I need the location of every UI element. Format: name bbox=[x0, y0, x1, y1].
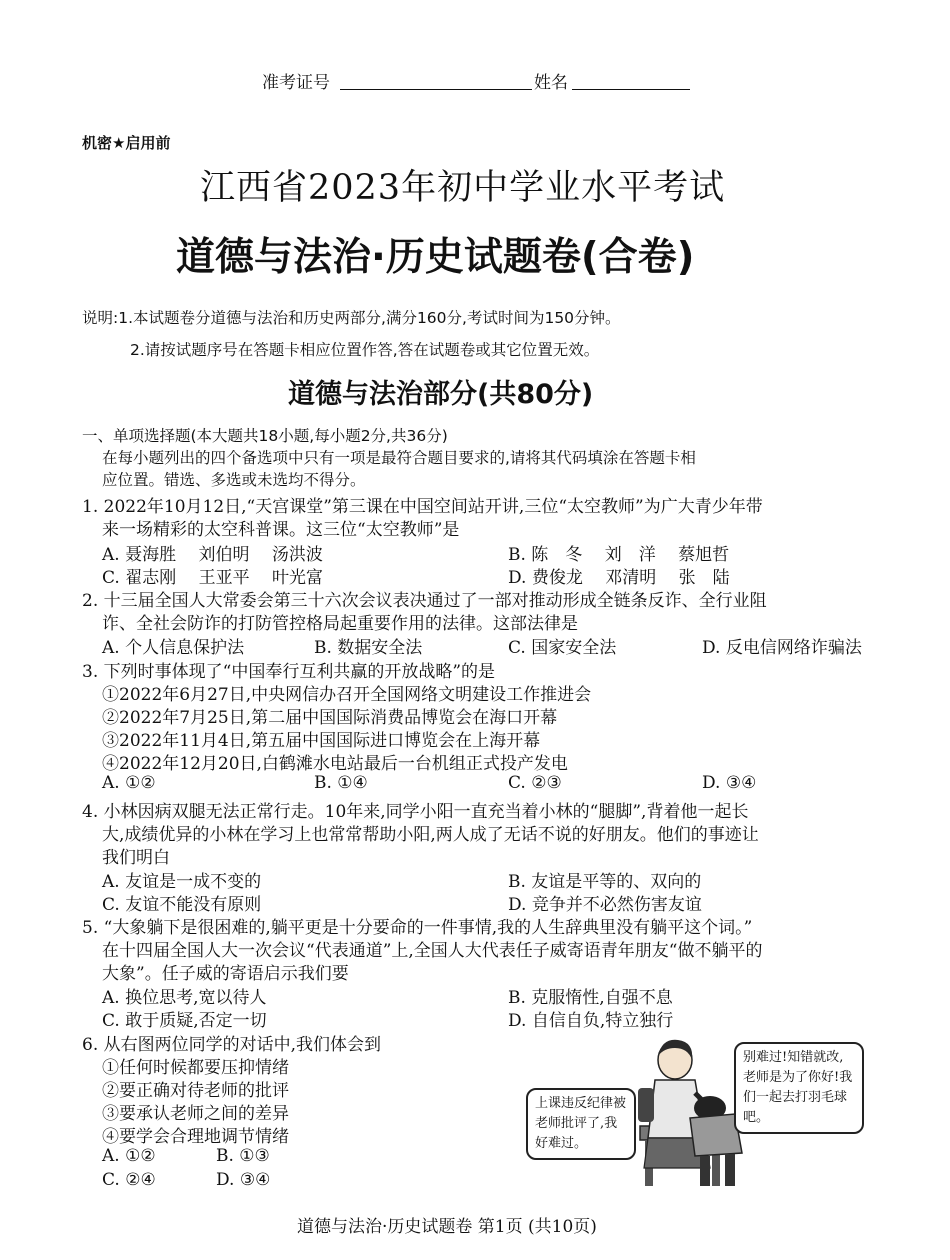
q1-option-c[interactable]: C. 翟志刚 王亚平 叶光富 bbox=[102, 568, 324, 588]
secret-label: 机密★启用前 bbox=[82, 134, 171, 152]
part-heading: 一、单项选择题(本大题共18小题,每小题2分,共36分) bbox=[82, 427, 448, 445]
q3-option-d[interactable]: D. ③④ bbox=[702, 773, 757, 793]
main-title: 江西省2023年初中学业水平考试 bbox=[200, 168, 726, 208]
q5-line2: 在十四届全国人大一次会议“代表通道”上,全国人大代表任子威寄语青年朋友“做不躺平的 bbox=[102, 941, 763, 961]
q2-option-a[interactable]: A. 个人信息保护法 bbox=[102, 638, 245, 658]
q6-option-c[interactable]: C. ②④ bbox=[102, 1170, 156, 1190]
name-label: 姓名 bbox=[534, 73, 568, 93]
q3-item-3: ③2022年11月4日,第五届中国国际进口博览会在上海开幕 bbox=[102, 731, 541, 751]
q5-option-b[interactable]: B. 克服惰性,自强不息 bbox=[508, 988, 673, 1008]
q3-item-1: ①2022年6月27日,中央网信办召开全国网络文明建设工作推进会 bbox=[102, 685, 592, 705]
instructions-line2: 2.请按试题序号在答题卡相应位置作答,答在试题卷或其它位置无效。 bbox=[130, 341, 600, 359]
speech-bubble-right: 别难过!知错就改,老师是为了你好!我们一起去打羽毛球吧。 bbox=[734, 1042, 864, 1134]
q4-line1: 4. 小林因病双腿无法正常行走。10年来,同学小阳一直充当着小林的“腿脚”,背着他一起长 bbox=[82, 802, 749, 822]
q2-option-d[interactable]: D. 反电信网络诈骗法 bbox=[702, 638, 862, 658]
q1-option-a[interactable]: A. 聂海胜 刘伯明 汤洪波 bbox=[102, 545, 323, 565]
q6-line1: 6. 从右图两位同学的对话中,我们体会到 bbox=[82, 1035, 382, 1055]
part-desc-1: 在每小题列出的四个备选项中只有一项是最符合题目要求的,请将其代码填涂在答题卡相 bbox=[102, 449, 696, 467]
part-desc-2: 应位置。错选、多选或未选均不得分。 bbox=[102, 471, 366, 489]
q6-item-2: ②要正确对待老师的批评 bbox=[102, 1081, 289, 1101]
q6-illustration bbox=[520, 1038, 880, 1186]
q6-item-3: ③要承认老师之间的差异 bbox=[102, 1104, 289, 1124]
q5-option-d[interactable]: D. 自信自负,特立独行 bbox=[508, 1011, 674, 1031]
q4-option-d[interactable]: D. 竞争并不必然伤害友谊 bbox=[508, 895, 702, 915]
q4-option-c[interactable]: C. 友谊不能没有原则 bbox=[102, 895, 262, 915]
q6-option-a[interactable]: A. ①② bbox=[102, 1146, 156, 1166]
q2-line2: 诈、全社会防诈的打防管控格局起重要作用的法律。这部法律是 bbox=[102, 614, 578, 634]
q3-line1: 3. 下列时事体现了“中国奉行互利共赢的开放战略”的是 bbox=[82, 662, 496, 682]
q1-option-b[interactable]: B. 陈 冬 刘 洋 蔡旭哲 bbox=[508, 545, 730, 565]
q1-line1: 1. 2022年10月12日,“天宫课堂”第三课在中国空间站开讲,三位“太空教师”为广大青少年带 bbox=[82, 497, 763, 517]
exam-id-label: 准考证号 bbox=[262, 73, 330, 93]
q6-option-d[interactable]: D. ③④ bbox=[216, 1170, 271, 1190]
q6-option-b[interactable]: B. ①③ bbox=[216, 1146, 270, 1166]
q3-item-2: ②2022年7月25日,第二届中国国际消费品博览会在海口开幕 bbox=[102, 708, 558, 728]
q5-option-a[interactable]: A. 换位思考,宽以待人 bbox=[102, 988, 267, 1008]
q3-option-a[interactable]: A. ①② bbox=[102, 773, 156, 793]
q3-option-b[interactable]: B. ①④ bbox=[314, 773, 368, 793]
q6-item-4: ④要学会合理地调节情绪 bbox=[102, 1127, 289, 1147]
q1-line2: 来一场精彩的太空科普课。这三位“太空教师”是 bbox=[102, 520, 460, 540]
q5-option-c[interactable]: C. 敢于质疑,否定一切 bbox=[102, 1011, 267, 1031]
q3-item-4: ④2022年12月20日,白鹤滩水电站最后一台机组正式投产发电 bbox=[102, 754, 568, 774]
q4-line2: 大,成绩优异的小林在学习上也常常帮助小阳,两人成了无话不说的好朋友。他们的事迹让 bbox=[102, 825, 759, 845]
sub-title: 道德与法治·历史试题卷(合卷) bbox=[176, 235, 695, 280]
instructions-line1: 说明:1.本试题卷分道德与法治和历史两部分,满分160分,考试时间为150分钟。 bbox=[82, 309, 621, 327]
name-field[interactable] bbox=[572, 89, 690, 90]
page-footer: 道德与法治·历史试题卷 第1页 (共10页) bbox=[297, 1217, 597, 1237]
speech-bubble-left: 上课违反纪律被老师批评了,我好难过。 bbox=[526, 1088, 636, 1160]
q2-line1: 2. 十三届全国人大常委会第三十六次会议表决通过了一部对推动形成全链条反诈、全行业阻 bbox=[82, 591, 767, 611]
q5-line3: 大象”。任子威的寄语启示我们要 bbox=[102, 964, 349, 984]
q6-item-1: ①任何时候都要压抑情绪 bbox=[102, 1058, 289, 1078]
q2-option-b[interactable]: B. 数据安全法 bbox=[314, 638, 423, 658]
q4-line3: 我们明白 bbox=[102, 848, 170, 868]
q3-option-c[interactable]: C. ②③ bbox=[508, 773, 562, 793]
q1-option-d[interactable]: D. 费俊龙 邓清明 张 陆 bbox=[508, 568, 730, 588]
q4-option-a[interactable]: A. 友谊是一成不变的 bbox=[102, 872, 262, 892]
q2-option-c[interactable]: C. 国家安全法 bbox=[508, 638, 617, 658]
q4-option-b[interactable]: B. 友谊是平等的、双向的 bbox=[508, 872, 702, 892]
q5-line1: 5. “大象躺下是很困难的,躺平更是十分要命的一件事情,我的人生辞典里没有躺平这个词。” bbox=[82, 918, 753, 938]
exam-id-field[interactable] bbox=[340, 89, 532, 90]
section-title: 道德与法治部分(共80分) bbox=[288, 379, 594, 410]
